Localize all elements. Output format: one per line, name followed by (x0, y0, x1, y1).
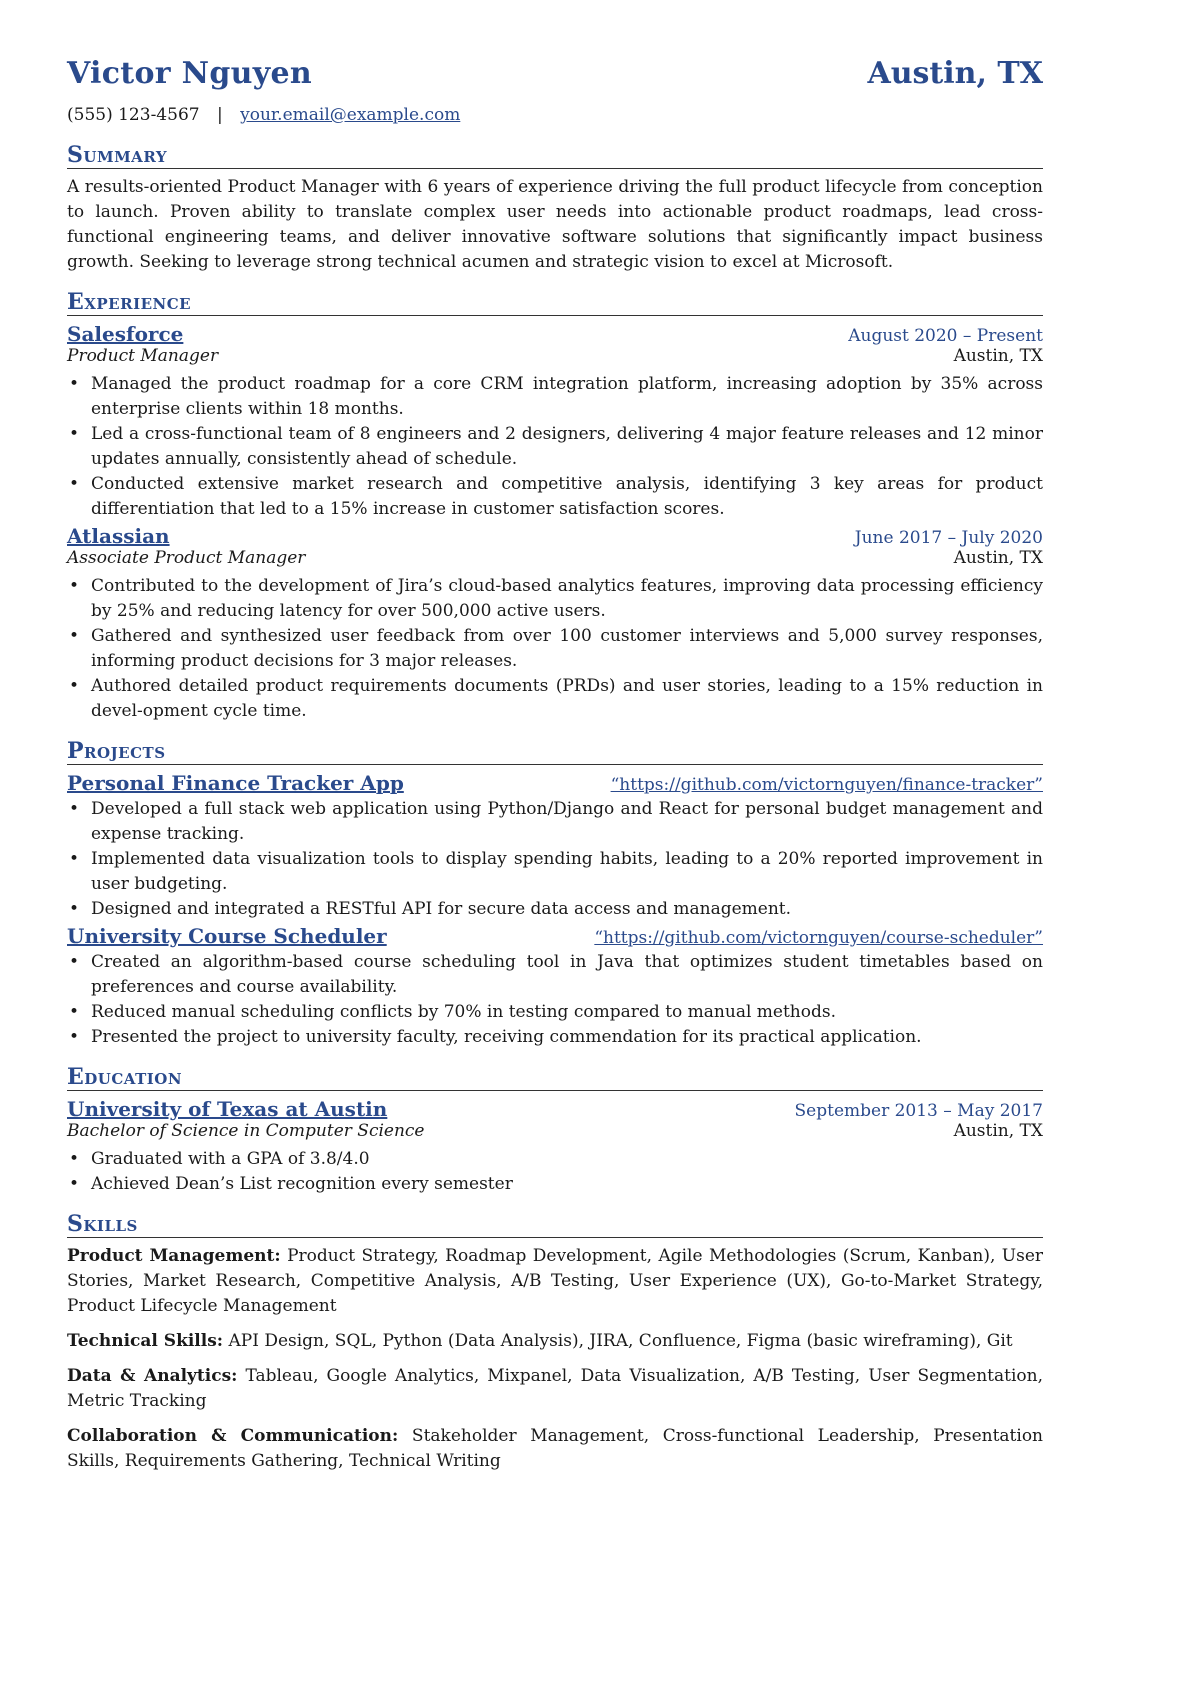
summary-text: A results-oriented Product Manager with 6 years of experience driving the full product lifecycle from conception to launch. Proven ability to translate complex user needs into actionable product roadmaps, lead cross-functional engineering teams, and deliver innovative software solutions that significantly impact business growth. Seeking to leverage strong technical acumen and strategic vision to excel at Microsoft. (67, 177, 1043, 272)
projects-section (67, 738, 1043, 1050)
job-location: Austin, TX (953, 548, 1043, 568)
bullet-item: • Graduated with a GPA of 3.8/4.0 (91, 1147, 1043, 1172)
degree: Bachelor of Science in Computer Science (67, 1121, 425, 1141)
experience-section (67, 289, 1043, 724)
contact-separator: | (216, 105, 223, 125)
email-link[interactable]: your.email@example.com (240, 105, 461, 125)
section-title-summary: Summary (67, 142, 1043, 169)
education-entry (67, 1097, 1043, 1197)
job-entry (67, 524, 1043, 724)
bullet-item: • Led a cross-functional team of 8 engineers and 2 designers, delivering 4 major feature releases and 12 minor updates annually, consistently ahead of schedule. (91, 422, 1043, 472)
skill-text: API Design, SQL, Python (Data Analysis), JIRA, Confluence, Figma (basic wireframing), Git (228, 1331, 1013, 1351)
skill-group (67, 1244, 1043, 1319)
bullet-item: • Authored detailed product requirements documents (PRDs) and user stories, leading to a 15% reduction in devel-opment cycle time. (91, 674, 1043, 724)
header (67, 56, 1043, 100)
resume-page (67, 56, 1043, 1474)
education-dates: September 2013 – May 2017 (794, 1101, 1043, 1121)
company-name[interactable]: Atlassian (67, 524, 170, 548)
job-bullets (67, 372, 1043, 522)
project-link[interactable]: “https://github.com/victornguyen/finance-tracker” (610, 775, 1043, 795)
job-dates: August 2020 – Present (848, 326, 1043, 346)
project-bullets (67, 797, 1043, 922)
skill-group (67, 1329, 1043, 1354)
bullet-item: • Designed and integrated a RESTful API for secure data access and management. (91, 897, 1043, 922)
summary-section (67, 142, 1043, 275)
project-name[interactable]: University Course Scheduler (67, 924, 387, 948)
education-bullets (67, 1147, 1043, 1197)
school-name[interactable]: University of Texas at Austin (67, 1097, 388, 1121)
section-title-projects: Projects (67, 738, 1043, 765)
bullet-item: • Reduced manual scheduling conflicts by 70% in testing compared to manual methods. (91, 1000, 1043, 1025)
job-dates: June 2017 – July 2020 (854, 528, 1043, 548)
skills-section (67, 1211, 1043, 1474)
bullet-item: • Achieved Dean’s List recognition every semester (91, 1172, 1043, 1197)
job-entry (67, 322, 1043, 522)
contact-line (67, 102, 1043, 128)
section-title-experience: Experience (67, 289, 1043, 316)
skill-label: Data & Analytics: (67, 1366, 238, 1386)
bullet-item: • Implemented data visualization tools to display spending habits, leading to a 20% reported improvement in user budgeting. (91, 847, 1043, 897)
section-title-skills: Skills (67, 1211, 1043, 1238)
job-bullets (67, 574, 1043, 724)
skill-label: Product Management: (67, 1246, 281, 1266)
project-entry (67, 924, 1043, 1050)
bullet-item: • Gathered and synthesized user feedback from over 100 customer interviews and 5,000 survey responses, informing product decisions for 3 major releases. (91, 624, 1043, 674)
job-location: Austin, TX (953, 346, 1043, 366)
candidate-name: Victor Nguyen (67, 56, 312, 91)
project-bullets (67, 950, 1043, 1050)
bullet-item: • Presented the project to university faculty, receiving commendation for its practical application. (91, 1025, 1043, 1050)
bullet-item: • Managed the product roadmap for a core CRM integration platform, increasing adoption by 35% across enterprise clients within 18 months. (91, 372, 1043, 422)
job-role: Associate Product Manager (67, 548, 306, 568)
job-role: Product Manager (67, 346, 219, 366)
project-name[interactable]: Personal Finance Tracker App (67, 771, 404, 795)
bullet-item: • Contributed to the development of Jira’s cloud-based analytics features, improving data processing efficiency by 25% and reducing latency for over 500,000 active users. (91, 574, 1043, 624)
project-entry (67, 771, 1043, 922)
skill-label: Technical Skills: (67, 1331, 224, 1351)
skill-group (67, 1424, 1043, 1474)
education-section (67, 1064, 1043, 1197)
skill-group (67, 1364, 1043, 1414)
project-link[interactable]: “https://github.com/victornguyen/course-scheduler” (594, 928, 1043, 948)
skill-text: Product Strategy, Roadmap Development, Agile Methodologies (Scrum, Kanban), User Stories, Market Research, Competitive Analysis, A/B Testing, User Experience (UX), Go-to-Market Strategy, Product Lifecycle Management (67, 1246, 1044, 1316)
bullet-item: • Created an algorithm-based course scheduling tool in Java that optimizes student timetables based on preferences and course availability. (91, 950, 1043, 1000)
skill-text: Stakeholder Management, Cross-functional Leadership, Presentation Skills, Requirements Gathering, Technical Writing (67, 1426, 1043, 1471)
bullet-item: • Conducted extensive market research and competitive analysis, identifying 3 key areas for product differentiation that led to a 15% increase in customer satisfaction scores. (91, 472, 1043, 522)
company-name[interactable]: Salesforce (67, 322, 184, 346)
bullet-item: • Developed a full stack web application using Python/Django and React for personal budget management and expense tracking. (91, 797, 1043, 847)
education-location: Austin, TX (953, 1121, 1043, 1141)
section-title-education: Education (67, 1064, 1043, 1091)
skill-text: Tableau, Google Analytics, Mixpanel, Data Visualization, A/B Testing, User Segmentation, Metric Tracking (67, 1366, 1043, 1411)
phone-number: (555) 123-4567 (67, 105, 200, 125)
header-location: Austin, TX (867, 56, 1043, 91)
skill-label: Collaboration & Communication: (67, 1426, 399, 1446)
